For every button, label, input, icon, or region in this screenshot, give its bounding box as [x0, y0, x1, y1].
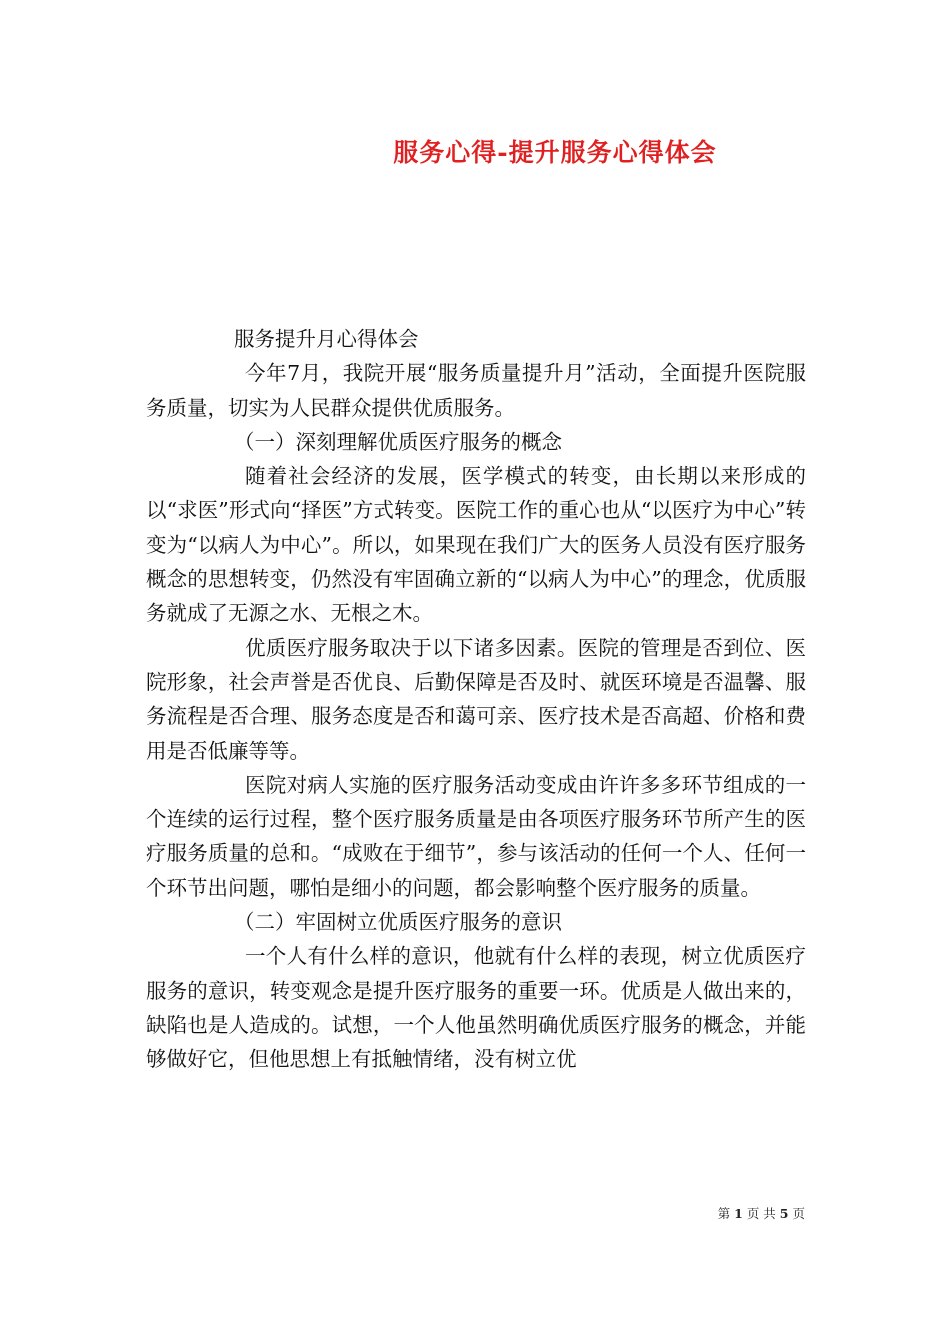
current-page-number: 1 — [734, 1206, 743, 1221]
footer-prefix: 第 — [717, 1206, 731, 1221]
total-page-count: 5 — [779, 1206, 789, 1221]
document-subtitle: 服务提升月心得体会 — [234, 327, 419, 351]
document-title: 服务心得-提升服务心得体会 — [393, 138, 717, 167]
paragraph: 优质医疗服务取决于以下诸多因素。医院的管理是否到位、医院形象，社会声誉是否优良、后勤保障是否及时、就医环境是否温馨、服务流程是否合理、服务态度是否和蔼可亲、医疗技术是否高超、价格和费用是否低廉等等。 — [146, 635, 806, 763]
paragraph: 医院对病人实施的医疗服务活动变成由许许多多环节组成的一个连续的运行过程，整个医疗服务质量是由各项医疗服务环节所产生的医疗服务质量的总和。“成败在于细节”，参与该活动的任何一个人、任何一个环节出问题，哪怕是细小的问题，都会影响整个医疗服务的质量。 — [146, 772, 806, 900]
page-number-footer — [718, 1204, 805, 1222]
footer-middle: 页 共 — [746, 1206, 776, 1221]
paragraph: 随着社会经济的发展，医学模式的转变，由长期以来形成的以“求医”形式向“择医”方式转变。医院工作的重心也从“以医疗为中心”转变为“以病人为中心”。所以，如果现在我们广大的医务人员没有医疗服务概念的思想转变，仍然没有牢固确立新的“以病人为中心”的理念，优质服务就成了无源之水、无根之木。 — [146, 464, 806, 626]
document-body — [146, 322, 806, 1077]
section-heading: （二）牢固树立优质医疗服务的意识 — [234, 910, 562, 935]
paragraph: 一个人有什么样的意识，他就有什么样的表现，树立优质医疗服务的意识，转变观念是提升医疗服务的重要一环。优质是人做出来的，缺陷也是人造成的。试想，一个人他虽然明确优质医疗服务的概念，并能够做好它，但他思想上有抵触情绪，没有树立优 — [146, 944, 806, 1072]
paragraph: 今年7月，我院开展“服务质量提升月”活动，全面提升医院服务质量，切实为人民群众提供优质服务。 — [146, 361, 806, 420]
footer-suffix: 页 — [792, 1206, 805, 1221]
section-heading: （一）深刻理解优质医疗服务的概念 — [234, 429, 562, 454]
